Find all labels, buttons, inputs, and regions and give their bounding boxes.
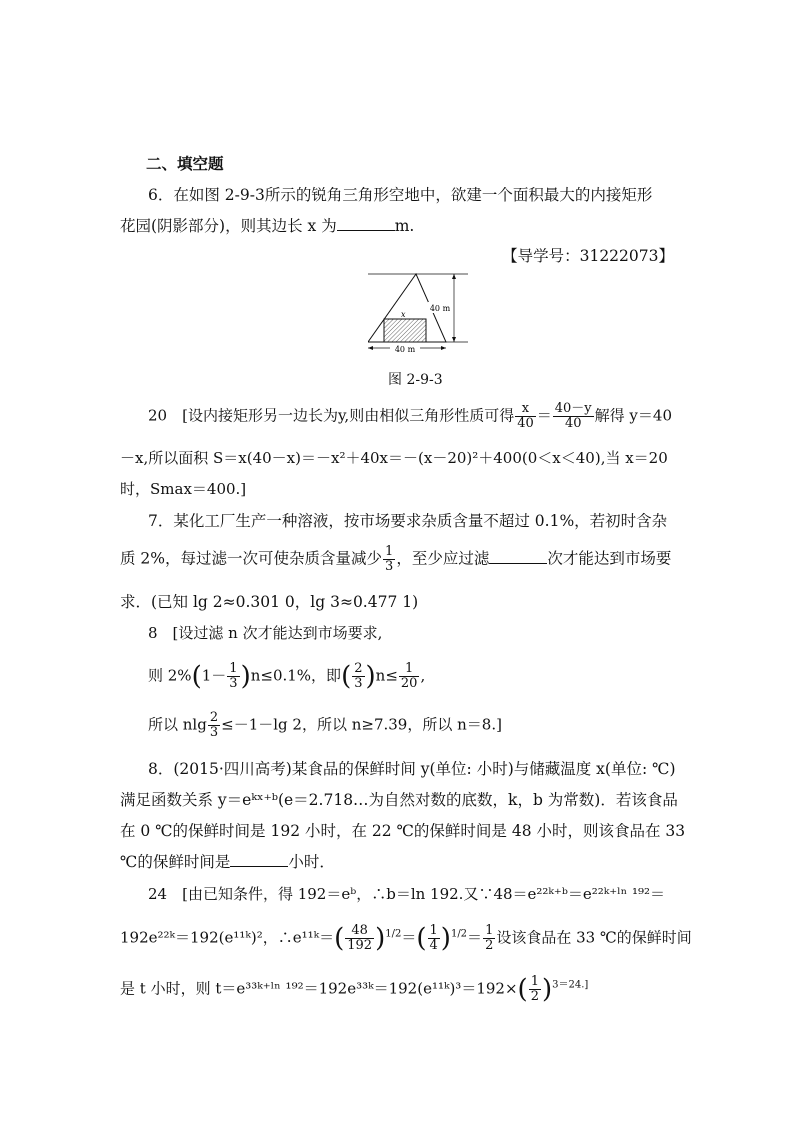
q8-line4: ℃的保鲜时间是 小时． xyxy=(120,853,335,871)
q7-answer-line3: 所以 nlg $\frac{2}{3}$ ≤－1－lg 2，所以 n≥7.39，所以 n＝8.] xyxy=(148,710,502,740)
fraction: $\frac{1}{3}$ xyxy=(229,661,238,691)
q7-line2: 质 2%，每过滤一次可使杂质含量减少 $\frac{1}{3}$ ，至少应过滤 次才能达到市场要 xyxy=(120,544,672,574)
fraction: $\frac{1}{3}$ xyxy=(385,544,394,574)
fraction: $\frac{x}{40}$ xyxy=(517,401,534,431)
q6-ref-number: 【导学号：31222073】 xyxy=(502,247,674,265)
figure-caption: 图 2-9-3 xyxy=(388,372,443,388)
q6-unit: m. xyxy=(394,217,415,235)
q8-line1: 8．(2015·四川高考)某食品的保鲜时间 y(单位: 小时)与储藏温度 x(单位: ℃) xyxy=(148,760,676,778)
q8-answer-line1: 24 [由已知条件，得 192＝eᵇ，∴b＝ln 192.又∵48＝e²²ᵏ⁺ᵇ＝e²²ᵏ⁺ˡⁿ ¹⁹²＝ xyxy=(148,885,666,903)
fraction: $\frac{1}{2}$ xyxy=(485,923,494,953)
section-title: 二、填空题 xyxy=(146,155,224,173)
fraction: $\frac{40-y}{40}$ xyxy=(554,401,592,431)
q7-line1: 7．某化工厂生产一种溶液，按市场要求杂质含量不超过 0.1%，若初时含杂 xyxy=(148,512,668,530)
q6-text: 花园(阴影部分)，则其边长 x 为 xyxy=(120,217,337,235)
fraction: $\frac{1}{2}$ xyxy=(530,974,539,1004)
q7-line3: 求．(已知 lg 2≈0.301 0，lg 3≈0.477 1) xyxy=(120,593,419,611)
q7-answer-line2: 则 2%(1－ $\frac{1}{3}$ )n≤0.1%，即( $\frac{2}{3}$ )n≤ $\frac{1}{20}$ , xyxy=(148,661,426,692)
triangle-figure xyxy=(368,272,468,356)
x-label: x xyxy=(401,310,406,319)
height-label: 40 m xyxy=(429,304,451,313)
fraction: $\frac{48}{192}$ xyxy=(347,923,373,953)
q8-line2: 满足函数关系 y＝eᵏˣ⁺ᵇ(e＝2.718…为自然对数的底数，k，b 为常数)．若该食品 xyxy=(120,791,678,809)
fraction: $\frac{2}{3}$ xyxy=(354,661,363,691)
q8-answer-line3: 是 t 小时，则 t＝e³³ᵏ⁺ˡⁿ ¹⁹²＝192e³³ᵏ＝192(e¹¹ᵏ)³＝192×( $\frac{1}{2}$ )$^{3=24.]}$ xyxy=(120,974,589,1005)
inscribed-rectangle xyxy=(384,319,426,342)
q6-answer-text: 20 [设内接矩形另一边长为y,则由相似三角形性质可得 xyxy=(148,406,515,425)
q8-line3: 在 0 ℃的保鲜时间是 192 小时，在 22 ℃的保鲜时间是 48 小时，则该食品在 33 xyxy=(120,822,686,840)
q6-answer-line2: －x,所以面积 S＝x(40－x)＝－x²＋40x＝－(x－20)²＋400(0＜x＜40),当 x＝20 xyxy=(120,449,668,467)
q6-answer-line1: 20 [设内接矩形另一边长为y,则由相似三角形性质可得 $\frac{x}{40}$ ＝ $\frac{40-y}{40}$ 解得 y＝40 xyxy=(148,401,672,431)
q8-answer-blank xyxy=(230,852,288,867)
fraction: $\frac{2}{3}$ xyxy=(209,710,219,740)
base-label: 40 m xyxy=(394,345,416,354)
q6-answer-line3: 时，Smax＝400.] xyxy=(120,480,247,498)
fraction: $\frac{1}{20}$ xyxy=(400,661,418,691)
q7-answer-blank xyxy=(489,549,547,564)
q8-answer-line2: 192e²²ᵏ＝192(e¹¹ᵏ)²，∴e¹¹ᵏ＝( $\frac{48}{192}$ )$^{1/2}$＝( $\frac{1}{4}$ )$^{1/2}$＝ $\frac{1}{2}$ 设该食品在 33 ℃的保鲜时间 xyxy=(120,923,692,954)
q7-answer-line1: 8 [设过滤 n 次才能达到市场要求, xyxy=(148,624,383,642)
q6-line1: 6．在如图 2-9-3所示的锐角三角形空地中，欲建一个面积最大的内接矩形 xyxy=(148,186,653,204)
q6-answer-blank xyxy=(337,216,395,231)
q6-line2 xyxy=(120,215,680,237)
fraction: $\frac{1}{4}$ xyxy=(429,923,438,953)
